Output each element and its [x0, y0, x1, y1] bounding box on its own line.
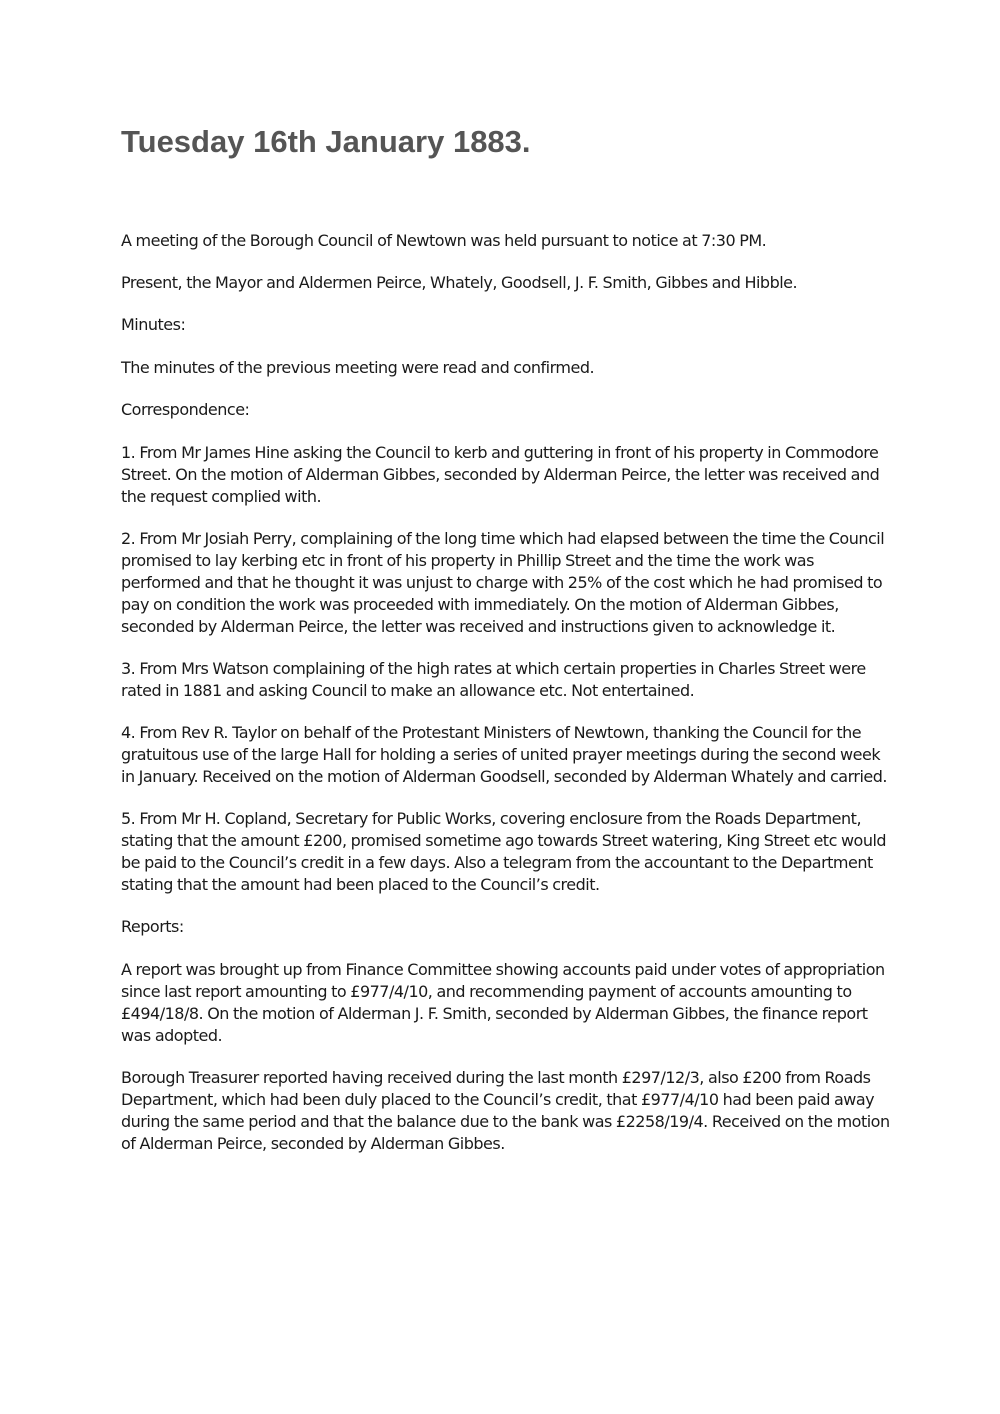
correspondence-heading: Correspondence:	[121, 400, 250, 419]
minutes-paragraph: The minutes of the previous meeting were read and confirmed.	[121, 358, 595, 377]
document-page	[121, 120, 891, 1153]
correspondence-item-5: 5. From Mr H. Copland, Secretary for Public Works, covering enclosure from the Roads Department, stating that the amount £200, promised sometime ago towards Street watering, King Street etc would be paid to the Council’s credit in a few days. Also a telegram from the accountant to the Department stating that the amount had been placed to the Council’s credit.	[121, 809, 887, 894]
page-title: Tuesday 16th January 1883.	[121, 124, 531, 159]
meeting-opening-paragraph: A meeting of the Borough Council of Newtown was held pursuant to notice at 7:30 PM.	[121, 231, 767, 250]
correspondence-item-3: 3. From Mrs Watson complaining of the high rates at which certain properties in Charles Street were rated in 1881 and asking Council to make an allowance etc. Not entertained.	[121, 659, 866, 700]
correspondence-item-1: 1. From Mr James Hine asking the Council to kerb and guttering in front of his property in Commodore Street. On the motion of Alderman Gibbes, seconded by Alderman Peirce, the letter was received and the request complied with.	[121, 443, 880, 506]
minutes-heading: Minutes:	[121, 315, 186, 334]
reports-heading: Reports:	[121, 917, 184, 936]
treasurer-report-paragraph: Borough Treasurer reported having received during the last month £297/12/3, also £200 from Roads Department, which had been duly placed to the Council’s credit, that £977/4/10 had been paid away during the same period and that the balance due to the bank was £2258/19/4. Received on the motion of Alderman Peirce, seconded by Alderman Gibbes.	[121, 1068, 890, 1153]
finance-report-paragraph: A report was brought up from Finance Committee showing accounts paid under votes of appropriation since last report amounting to £977/4/10, and recommending payment of accounts amounting to £494/18/8. On the motion of Alderman J. F. Smith, seconded by Alderman Gibbes, the finance report was adopted.	[121, 960, 885, 1045]
minutes-body	[121, 230, 891, 1175]
correspondence-item-2: 2. From Mr Josiah Perry, complaining of the long time which had elapsed between the time the Council promised to lay kerbing etc in front of his property in Phillip Street and the time the work was performed and that he thought it was unjust to charge with 25% of the cost which he had promised to pay on condition the work was proceeded with immediately. On the motion of Alderman Gibbes, seconded by Alderman Peirce, the letter was received and instructions given to acknowledge it.	[121, 529, 885, 636]
correspondence-item-4: 4. From Rev R. Taylor on behalf of the Protestant Ministers of Newtown, thanking the Council for the gratuitous use of the large Hall for holding a series of united prayer meetings during the second week in January. Received on the motion of Alderman Goodsell, seconded by Alderman Whately and carried.	[121, 723, 887, 786]
attendance-paragraph: Present, the Mayor and Aldermen Peirce, Whately, Goodsell, J. F. Smith, Gibbes and Hibble.	[121, 273, 798, 292]
